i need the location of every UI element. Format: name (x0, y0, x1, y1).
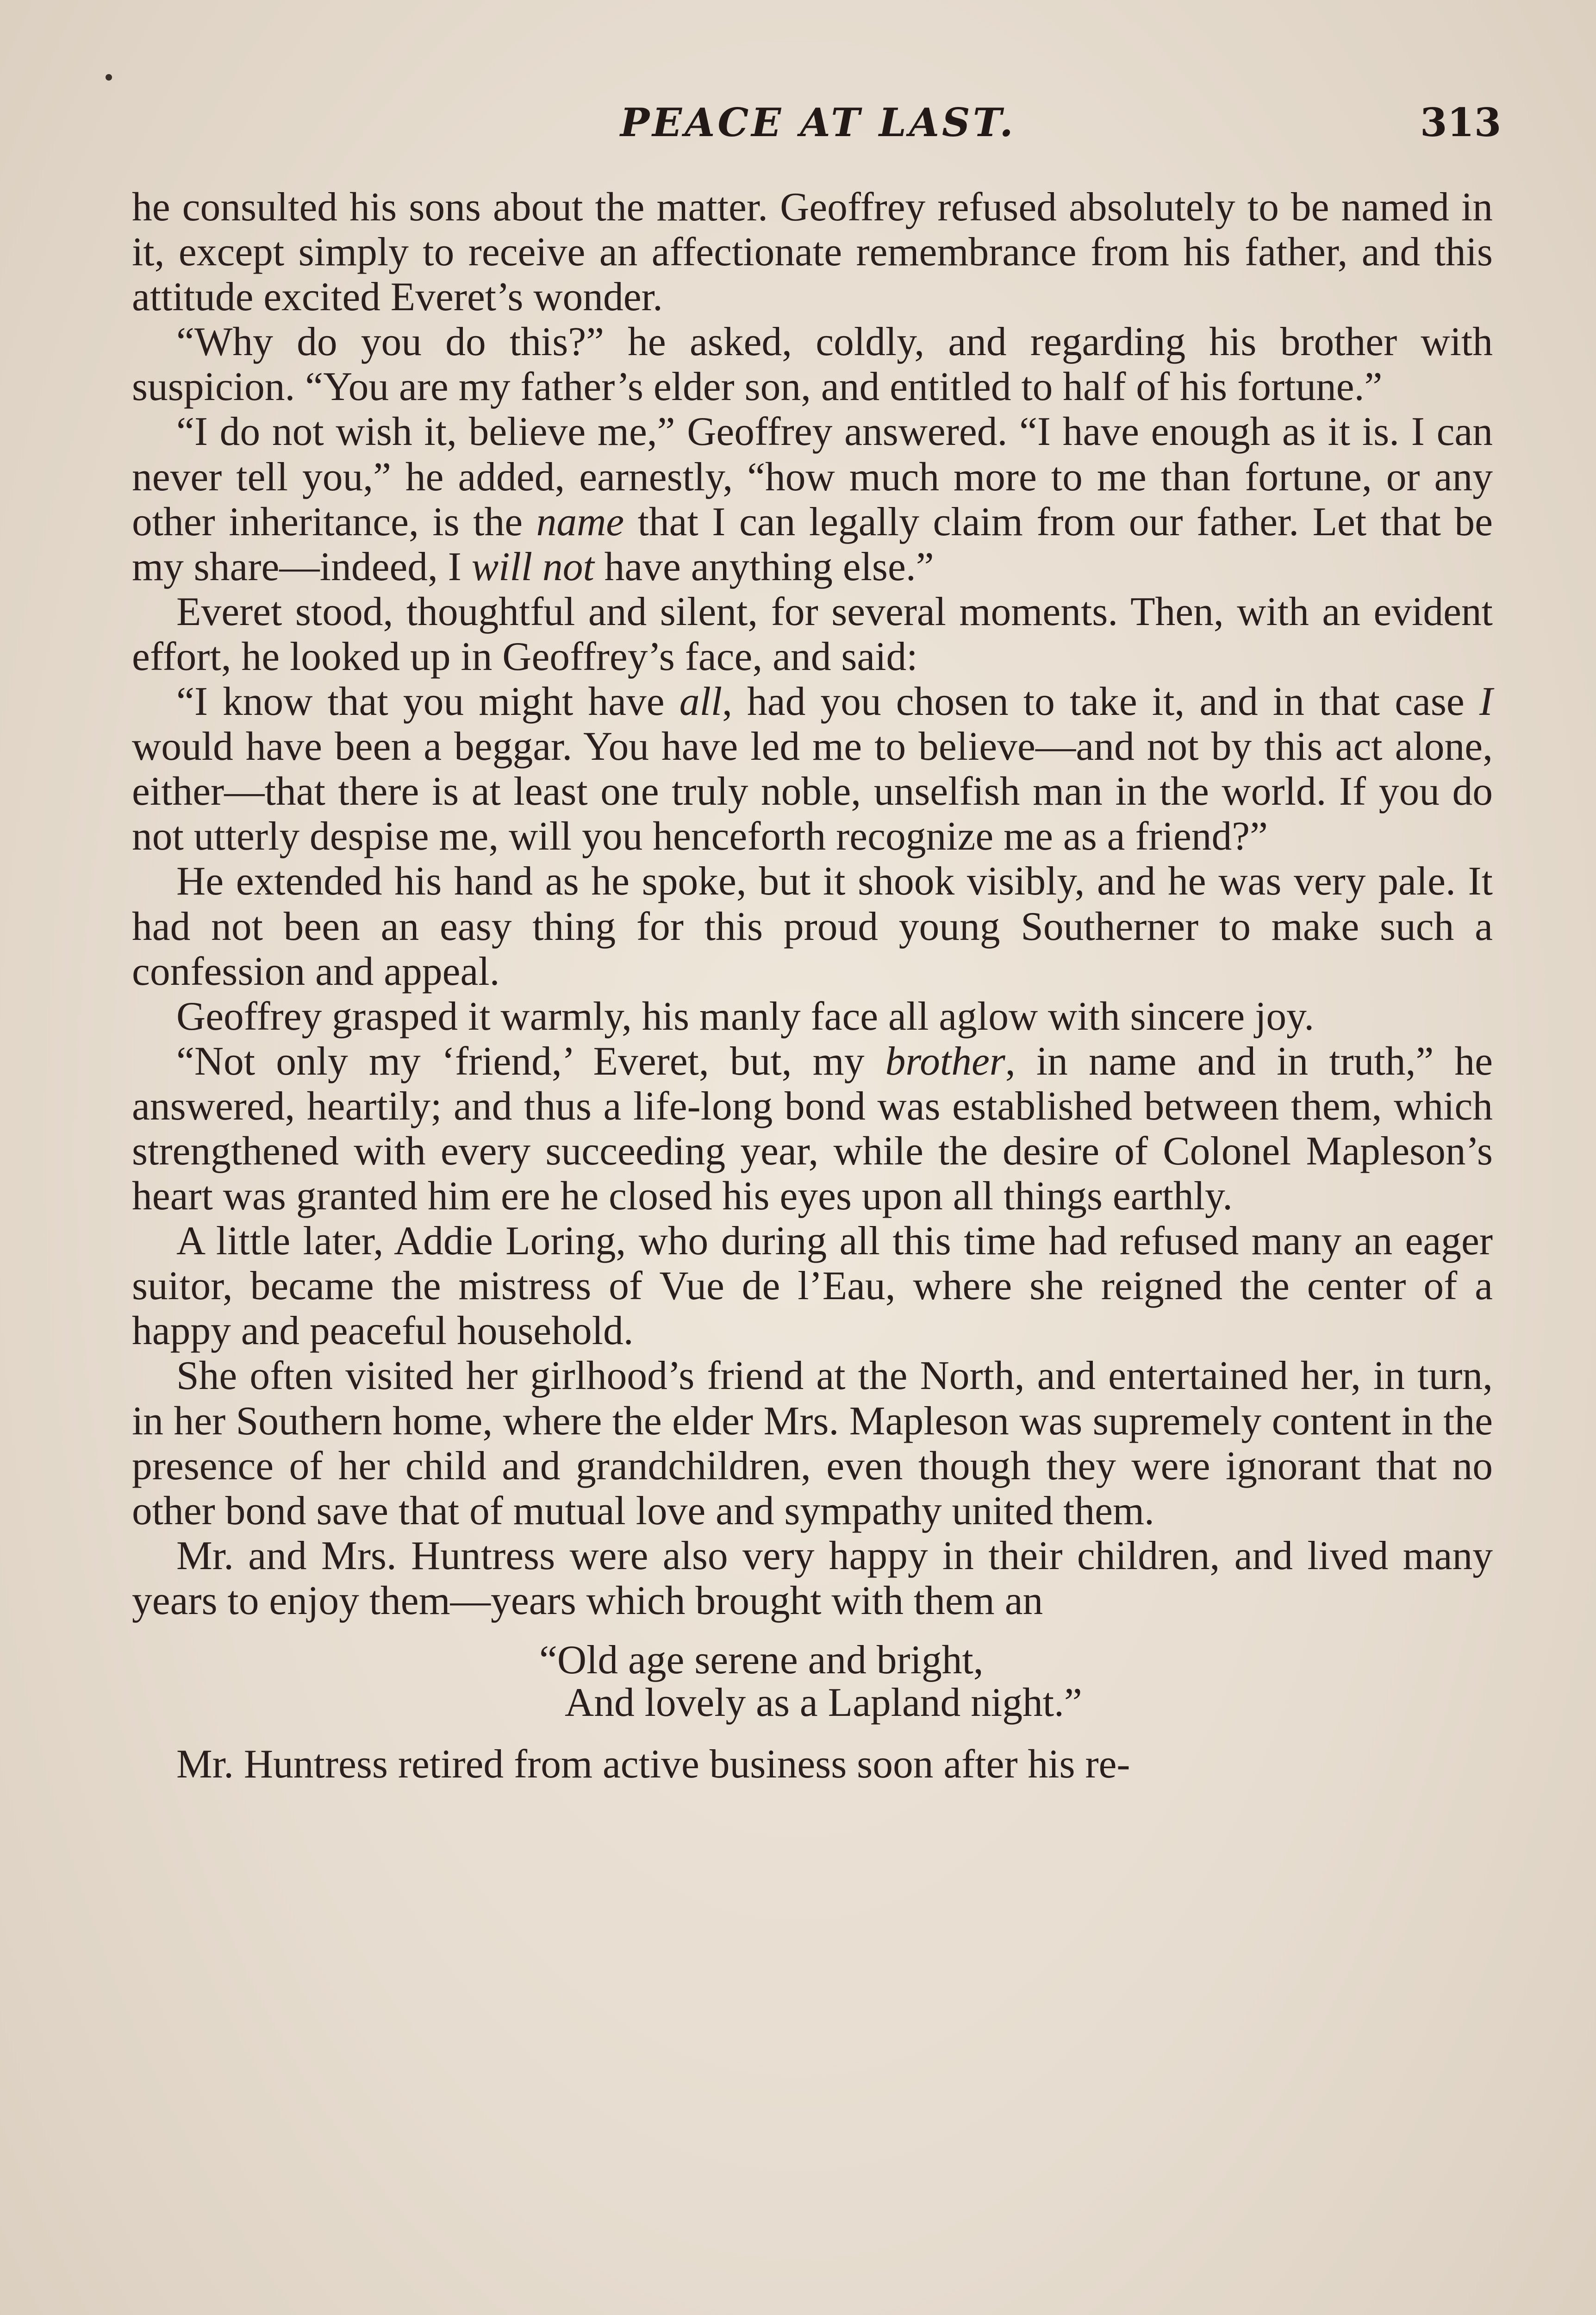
text-run: , in name and in truth,” he answered, heartily; and thus a life-long bond was established between them, which strengthened with every succeeding year, while the desire of Colonel Mapleson’s heart was granted him ere he closed his eyes upon all things earthly. (132, 1038, 1493, 1219)
paragraph (132, 1353, 1493, 1533)
text-run: “Why do you do this?” he asked, coldly, and regarding his brother with suspicion. “You are my father’s elder son, and entitled to half of his fortune.” (132, 319, 1493, 409)
text-run: A little later, Addie Loring, who during all this time had refused many an eager suitor, became the mistress of Vue de l’Eau, where she reigned the center of a happy and peaceful household. (132, 1218, 1493, 1353)
text-run: , had you chosen to take it, and in that case (722, 679, 1479, 724)
paragraph (132, 319, 1493, 409)
print-speck (106, 74, 112, 81)
paragraph-list (132, 184, 1493, 1623)
running-head (0, 100, 1596, 150)
italic-text: I (1479, 679, 1493, 724)
paragraph (132, 1533, 1493, 1623)
text-run: “I know that you might have (176, 679, 680, 724)
text-run: Mr. and Mrs. Huntress were also very happy in their children, and lived many years to enjoy them—years which brought with them an (132, 1533, 1493, 1623)
text-run: have anything else.” (594, 544, 934, 589)
italic-text: brother (885, 1038, 1005, 1083)
text-run: She often visited her girlhood’s friend at the North, and entertained her, in turn, in her Southern home, where the elder Mrs. Mapleson was supremely content in the presence of her child and grandchildren, even though they were ignorant that no other bond save that of mutual love and sympathy united them. (132, 1353, 1493, 1533)
italic-text: name (536, 499, 624, 544)
text-run: “Not only my ‘friend,’ Everet, but, my (176, 1038, 885, 1083)
page-number: 313 (1420, 100, 1502, 145)
closing-line: Mr. Huntress retired from active business soon after his re- (176, 1741, 1130, 1786)
text-run: Everet stood, thoughtful and silent, for several moments. Then, with an evident effort, he looked up in Geoffrey’s face, and said: (132, 588, 1493, 679)
verse-quotation (132, 1639, 1493, 1724)
paragraph (132, 1218, 1493, 1353)
text-run: He extended his hand as he spoke, but it shook visibly, and he was very pale. It had not been an easy thing for this proud young Southerner to make such a confession and appeal. (132, 858, 1493, 994)
text-run: he consulted his sons about the matter. Geoffrey refused absolutely to be named in it, except simply to receive an affectionate remembrance from his father, and this attitude excited Everet’s wonder. (132, 184, 1493, 319)
italic-text: will not (471, 544, 594, 589)
paragraph (132, 409, 1493, 588)
verse-line: “Old age serene and bright, (539, 1637, 984, 1682)
text-run: that I can legally claim from our father. Let that be my share—indeed, I (132, 499, 1493, 589)
paragraph (132, 184, 1493, 319)
running-title: PEACE AT LAST. (620, 100, 1016, 145)
paragraph (132, 994, 1493, 1039)
text-run: “I do not wish it, believe me,” Geoffrey answered. “I have enough as it is. I can never tell you,” he added, earnestly, “how much more to me than fortune, or any other inheritance, is the (132, 409, 1493, 544)
paragraph (132, 858, 1493, 993)
paragraph (132, 679, 1493, 858)
verse-line: And lovely as a Lapland night.” (565, 1680, 1082, 1725)
body-text (132, 184, 1493, 1786)
text-run: would have been a beggar. You have led me to believe—and not by this act alone, either—that there is at least one truly noble, unselfish man in the world. If you do not utterly despise me, will you henceforth recognize me as a friend?” (132, 724, 1493, 859)
text-run: Geoffrey grasped it warmly, his manly face all aglow with sincere joy. (176, 993, 1315, 1039)
paragraph (132, 1039, 1493, 1218)
paragraph (132, 589, 1493, 679)
italic-text: all (679, 679, 723, 724)
